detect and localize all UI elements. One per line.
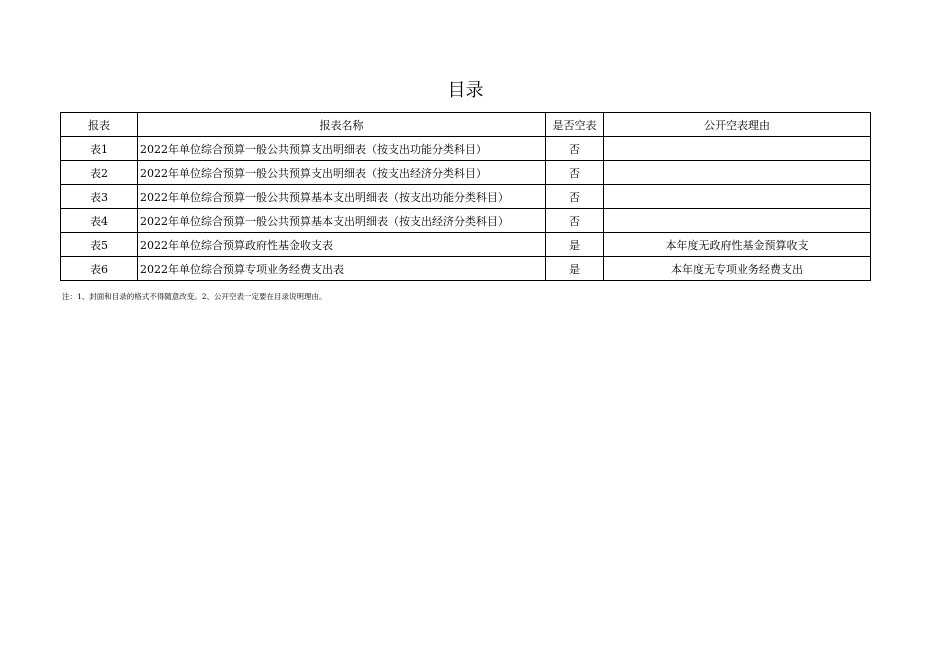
row-reason: 本年度无政府性基金预算收支 — [604, 233, 871, 257]
row-is-empty: 否 — [546, 137, 604, 161]
row-reason: 本年度无专项业务经费支出 — [604, 257, 871, 281]
row-code: 表2 — [61, 161, 138, 185]
table-row — [61, 137, 871, 161]
page-title: 目录 — [447, 80, 484, 101]
row-reason — [604, 137, 871, 161]
row-name: 2022年单位综合预算一般公共预算支出明细表（按支出经济分类科目） — [138, 161, 546, 185]
row-reason — [604, 209, 871, 233]
footnote: 注：1、封面和目录的格式不得随意改变。2、公开空表一定要在目录说明理由。 — [62, 292, 327, 301]
row-reason — [604, 161, 871, 185]
row-code: 表5 — [61, 233, 138, 257]
row-name: 2022年单位综合预算政府性基金收支表 — [138, 233, 546, 257]
row-is-empty: 否 — [546, 161, 604, 185]
row-is-empty: 是 — [546, 233, 604, 257]
row-is-empty: 否 — [546, 209, 604, 233]
row-is-empty: 是 — [546, 257, 604, 281]
contents-table — [60, 112, 871, 281]
table-header-row — [61, 113, 871, 137]
row-name: 2022年单位综合预算一般公共预算基本支出明细表（按支出经济分类科目） — [138, 209, 546, 233]
table-row — [61, 209, 871, 233]
row-code: 表6 — [61, 257, 138, 281]
table-row — [61, 257, 871, 281]
row-code: 表1 — [61, 137, 138, 161]
table-row — [61, 161, 871, 185]
header-code: 报表 — [61, 113, 138, 137]
header-is-empty: 是否空表 — [546, 113, 604, 137]
row-name: 2022年单位综合预算一般公共预算支出明细表（按支出功能分类科目） — [138, 137, 546, 161]
row-reason — [604, 185, 871, 209]
table-row — [61, 233, 871, 257]
row-code: 表3 — [61, 185, 138, 209]
row-is-empty: 否 — [546, 185, 604, 209]
table-row — [61, 185, 871, 209]
row-name: 2022年单位综合预算一般公共预算基本支出明细表（按支出功能分类科目） — [138, 185, 546, 209]
row-code: 表4 — [61, 209, 138, 233]
header-reason: 公开空表理由 — [604, 113, 871, 137]
header-name: 报表名称 — [138, 113, 546, 137]
row-name: 2022年单位综合预算专项业务经费支出表 — [138, 257, 546, 281]
